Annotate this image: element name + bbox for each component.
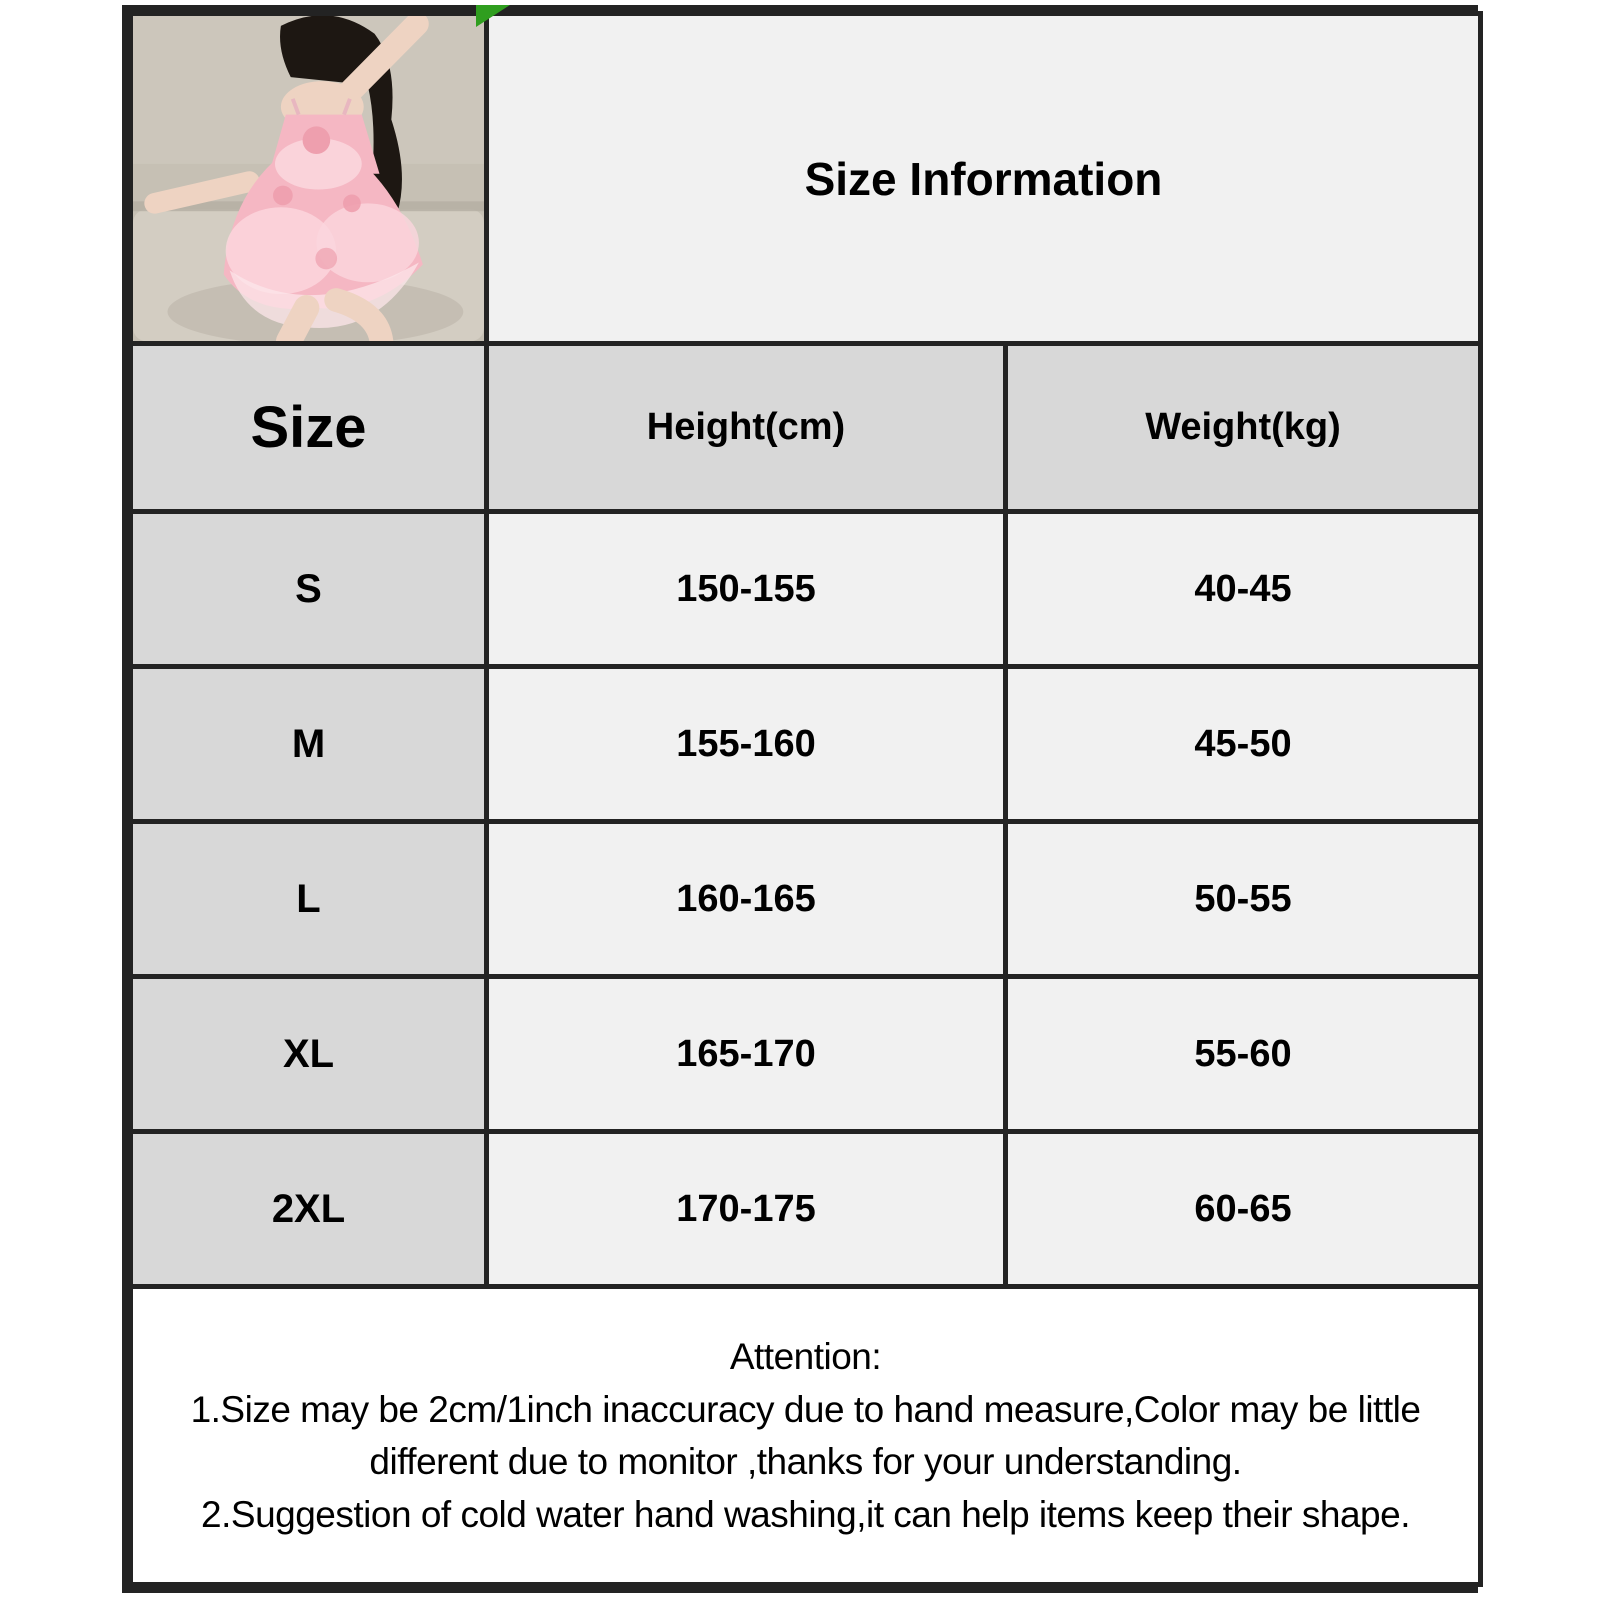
weight-cell: 55-60 [1006,977,1481,1132]
size-cell: S [131,512,487,667]
table-row-m [131,667,1481,822]
table-row-xl [131,977,1481,1132]
size-cell: L [131,822,487,977]
table-header-weight: Weight(kg) [1006,344,1481,512]
weight-cell: 45-50 [1006,667,1481,822]
dress-petal-2 [343,194,361,212]
dress-ruffle-right [316,203,419,282]
table-row-2xl [131,1132,1481,1287]
attention-block [131,1287,1481,1585]
dress-petal-3 [315,248,337,270]
table-row-s [131,512,1481,667]
size-table-frame [122,5,1478,1593]
sheet-title: Size Information [487,14,1481,344]
height-cell: 170-175 [487,1132,1006,1287]
weight-cell: 60-65 [1006,1132,1481,1287]
table-header-height: Height(cm) [487,344,1006,512]
height-cell: 155-160 [487,667,1006,822]
size-cell: XL [131,977,487,1132]
product-photo-image [133,16,484,341]
dress-bow [303,126,331,154]
photo-title-row [131,14,1481,344]
product-photo-cell [131,14,487,344]
attention-note-1: 1.Size may be 2cm/1inch inaccuracy due to hand measure,Color may be little different due to monitor ,thanks for your understanding. [190,1388,1421,1483]
weight-cell: 50-55 [1006,822,1481,977]
attention-row [131,1287,1481,1585]
model-leg-left [289,308,307,342]
table-row-l [131,822,1481,977]
attention-note-2: 2.Suggestion of cold water hand washing,it can help items keep their shape. [201,1493,1410,1535]
size-cell: 2XL [131,1132,487,1287]
size-cell: M [131,667,487,822]
height-cell: 150-155 [487,512,1006,667]
attention-heading: Attention: [729,1336,882,1378]
green-corner-marker-icon [476,5,510,27]
table-header-row [131,344,1481,512]
size-table [128,11,1483,1587]
height-cell: 160-165 [487,822,1006,977]
weight-cell: 40-45 [1006,512,1481,667]
dress-petal-1 [273,186,293,206]
height-cell: 165-170 [487,977,1006,1132]
table-header-size: Size [131,344,487,512]
